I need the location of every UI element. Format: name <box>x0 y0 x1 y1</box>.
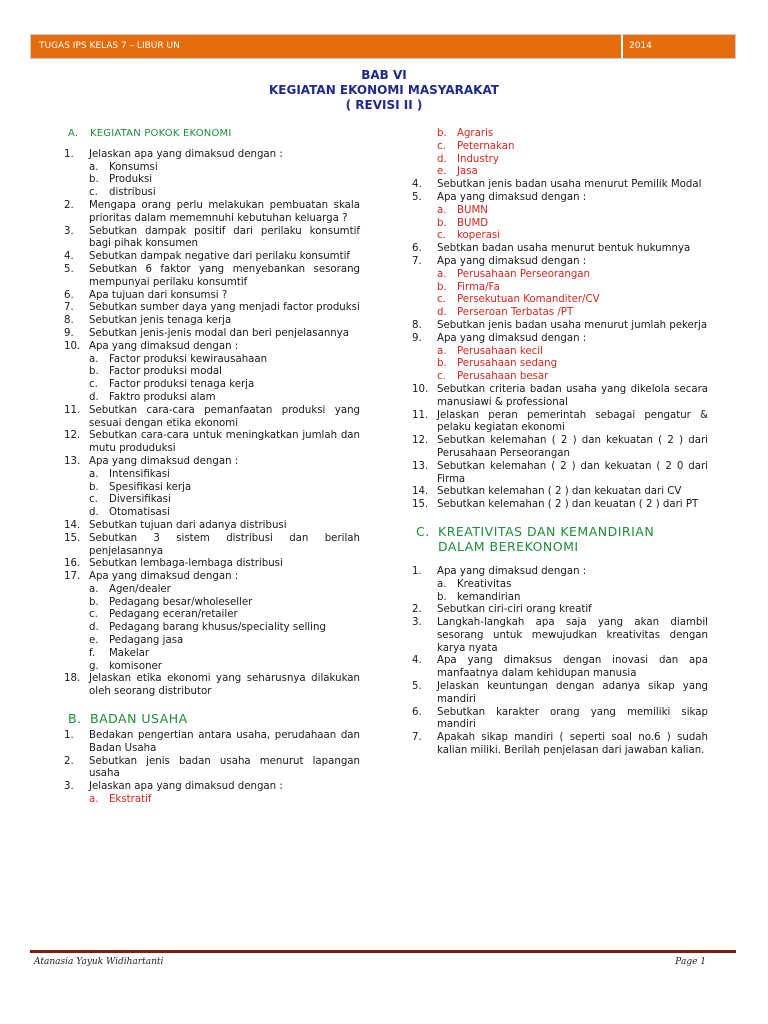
sub-item: c. Diversifikasi <box>89 494 171 506</box>
sub-item: a. BUMN <box>437 204 488 216</box>
sub-item: b. Perusahaan sedang <box>437 358 558 370</box>
question-a4: 4. Sebutkan dampak negative dari perilaku konsumtif <box>64 251 350 263</box>
question-b3: 3. Jelaskan apa yang dimaksud dengan : <box>64 781 283 793</box>
question-b14: 14. Sebutkan kelemahan ( 2 ) dan kekuatan dari CV <box>412 486 682 498</box>
question-c2: 2. Sebutkan ciri-ciri orang kreatif <box>412 604 592 616</box>
question-b15: 15. Sebutkan kelemahan ( 2 ) dan keuatan ( 2 ) dari PT <box>412 499 699 511</box>
question-a8: 8. Sebutkan jenis tenaga kerja <box>64 315 232 327</box>
section-a-heading: A. KEGIATAN POKOK EKONOMI <box>68 128 232 139</box>
question-b7: 7. Apa yang dimaksud dengan : <box>412 255 587 267</box>
header-year: 2014 <box>623 35 735 58</box>
footer-page-number: Page 1 <box>675 957 706 967</box>
question-b4: 4. Sebutkan jenis badan usaha menurut Pemilik Modal <box>412 179 702 191</box>
question-a3: 3. Sebutkan dampak positif dari perilaku konsumtif bagi pihak konsumen <box>64 225 360 250</box>
sub-item: e. Jasa <box>437 166 478 178</box>
section-c-heading: C. KREATIVITAS DAN KEMANDIRIAN DALAM BEREKONOMI <box>416 523 655 554</box>
question-c6: 6. Sebutkan karakter orang yang memiliki sikap mandiri <box>412 706 708 731</box>
sub-item: a. Agen/dealer <box>89 583 171 595</box>
question-b13: 13. Sebutkan kelemahan ( 2 ) dan kekuatan ( 2 0 dari Firma <box>412 460 708 485</box>
question-a10: 10. Apa yang dimaksud dengan : <box>64 340 239 352</box>
footer-author: Atanasia Yayuk Widihartanti <box>34 957 164 967</box>
sub-item: d. Faktro produksi alam <box>89 391 216 403</box>
question-a15: 15. Sebutkan 3 sistem distribusi dan berilah penjelasannya <box>64 532 360 557</box>
section-b-heading: B. BADAN USAHA <box>68 711 188 727</box>
question-b5: 5. Apa yang dimaksud dengan : <box>412 191 587 203</box>
sub-item: a. Intensifikasi <box>89 468 170 480</box>
revision-label: ( REVISI II ) <box>345 98 423 112</box>
sub-item: d. Industry <box>437 153 499 165</box>
question-a6: 6. Apa tujuan dari konsumsi ? <box>64 289 228 301</box>
question-a7: 7. Sebutkan sumber daya yang menjadi factor produksi <box>64 302 360 314</box>
question-b10: 10. Sebutkan criteria badan usaha yang dikelola secara manusiawi & professional <box>412 383 708 408</box>
page-header <box>30 34 736 59</box>
sub-item: b. Agraris <box>437 128 494 139</box>
question-a17: 17. Apa yang dimaksud dengan : <box>64 571 239 583</box>
sub-item: a. Ekstratif <box>89 794 152 806</box>
sub-item: b. Pedagang besar/wholeseller <box>89 596 253 608</box>
sub-item: f. Makelar <box>89 647 150 659</box>
sub-item: a. Perusahaan Perseorangan <box>437 268 590 280</box>
sub-item: c. koperasi <box>437 230 501 242</box>
sub-item: b. Produksi <box>89 174 153 186</box>
footer-divider <box>30 950 736 953</box>
sub-item: d. Perseroan Terbatas /PT <box>437 307 574 319</box>
header-title: TUGAS IPS KELAS 7 – LIBUR UN <box>31 35 623 58</box>
sub-item: b. Factor produksi modal <box>89 366 222 378</box>
sub-item: d. Pedagang barang khusus/speciality selling <box>89 622 326 634</box>
question-a12: 12. Sebutkan cara-cara untuk meningkatkan jumlah dan mutu produduksi <box>64 430 360 455</box>
sub-item: a. Kreativitas <box>437 578 512 590</box>
question-a5: 5. Sebutkan 6 faktor yang menyebankan sesorang mempunyai perilaku konsumtif <box>64 263 360 288</box>
sub-item: c. distribusi <box>89 187 156 199</box>
question-c4: 4. Apa yang dimaksus dengan inovasi dan apa manfaatnya dalam kehidupan manusia <box>412 655 708 680</box>
sub-item: d. Otomatisasi <box>89 507 170 519</box>
question-a13: 13. Apa yang dimaksud dengan : <box>64 455 239 467</box>
right-column <box>412 128 708 758</box>
question-b8: 8. Sebutkan jenis badan usaha menurut jumlah pekerja <box>412 319 708 331</box>
sub-item: c. Factor produksi tenaga kerja <box>89 379 255 391</box>
question-c3: 3. Langkah-langkah apa saja yang akan diambil sesorang untuk mewujudkan kreativitas dengan karya nyata <box>412 617 708 654</box>
question-c5: 5. Jelaskan keuntungan dengan adanya sikap yang mandiri <box>412 681 708 705</box>
sub-item: b. Firma/Fa <box>437 281 500 293</box>
question-b9: 9. Apa yang dimaksud dengan : <box>412 332 587 344</box>
sub-item: b. Spesifikasi kerja <box>89 481 192 493</box>
question-a16: 16. Sebutkan lembaga-lembaga distribusi <box>64 558 283 570</box>
sub-item: c. Peternakan <box>437 140 515 152</box>
question-c1: 1. Apa yang dimaksud dengan : <box>412 565 587 577</box>
sub-item: e. Pedagang jasa <box>89 635 184 647</box>
left-column <box>64 128 360 807</box>
chapter-title: KEGIATAN EKONOMI MASYARAKAT <box>269 83 499 97</box>
sub-item: c. Pedagang eceran/retailer <box>89 609 238 621</box>
sub-item: c. Perusahaan besar <box>437 371 549 383</box>
sub-item: g. komisoner <box>89 660 162 672</box>
sub-item: b. kemandirian <box>437 591 521 603</box>
question-a2: 2. Mengapa orang perlu melakukan pembuatan skala prioritas dalam mememnuhi kebutuhan keluarga ? <box>64 199 360 224</box>
sub-item: a. Factor produksi kewirausahaan <box>89 353 268 365</box>
question-b11: 11. Jelaskan peran pemerintah sebagai pengatur & pelaku kegiatan ekonomi <box>412 409 708 434</box>
question-c7: 7. Apakah sikap mandiri ( seperti soal no.6 ) sudah kalian miliki. Berilah penjelasan dari jawaban kalian. <box>412 732 708 757</box>
question-b12: 12. Sebutkan kelemahan ( 2 ) dan kekuatan ( 2 ) dari Perusahaan Perseorangan <box>412 435 708 459</box>
sub-item: a. Konsumsi <box>89 161 158 173</box>
document-title <box>0 68 768 113</box>
question-a11: 11. Sebutkan cara-cara pemanfaatan produksi yang sesuai dengan etika ekonomi <box>64 404 360 429</box>
question-a1: 1. Jelaskan apa yang dimaksud dengan : <box>64 148 283 160</box>
chapter-label: BAB VI <box>361 68 407 82</box>
question-b1: 1. Bedakan pengertian antara usaha, perudahaan dan Badan Usaha <box>64 730 360 754</box>
sub-item: c. Persekutuan Komanditer/CV <box>437 294 600 306</box>
sub-item: b. BUMD <box>437 217 489 229</box>
sub-item: a. Perusahaan kecil <box>437 345 543 357</box>
question-a14: 14. Sebutkan tujuan dari adanya distribusi <box>64 519 287 531</box>
question-b6: 6. Sebtkan badan usaha menurut bentuk hukumnya <box>412 243 691 255</box>
question-b2: 2. Sebutkan jenis badan usaha menurut lapangan usaha <box>64 755 360 780</box>
question-a18: 18. Jelaskan etika ekonomi yang seharusnya dilakukan oleh seorang distributor <box>64 673 360 698</box>
question-a9: 9. Sebutkan jenis-jenis modal dan beri penjelasannya <box>64 327 350 339</box>
